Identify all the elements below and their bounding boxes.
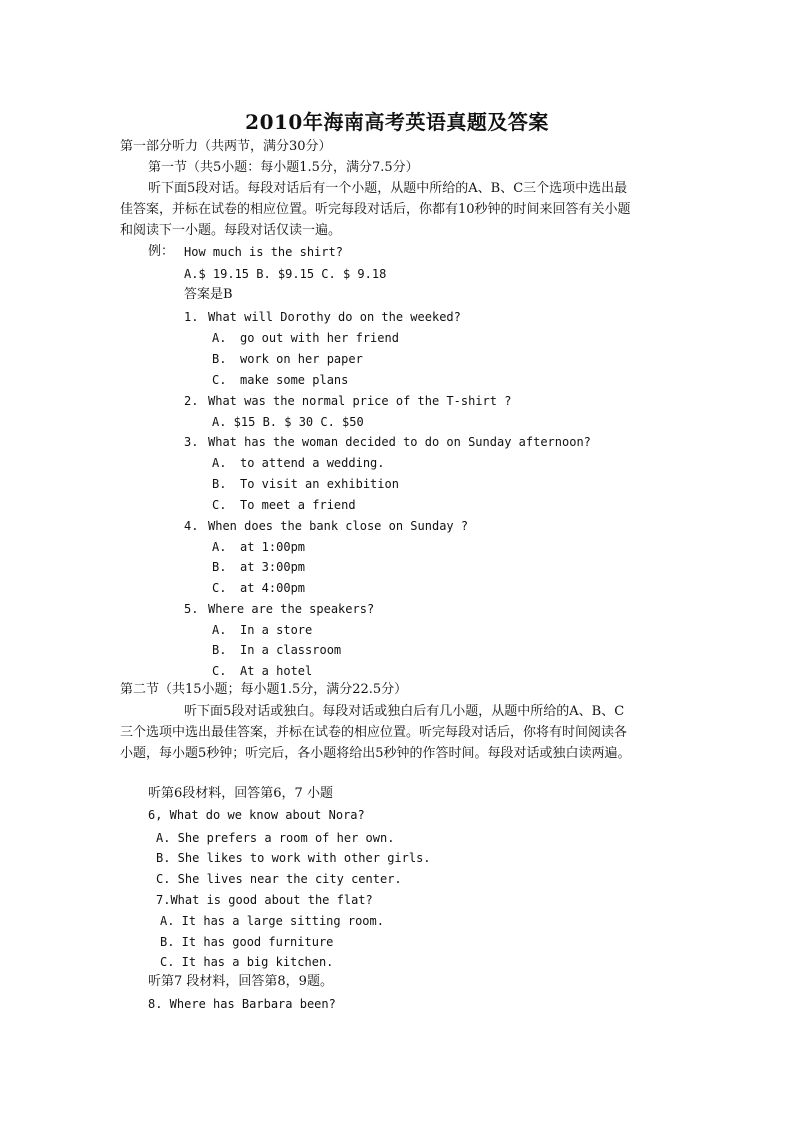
option-row [212, 350, 363, 368]
option-row [212, 496, 356, 514]
option-letter: C. [212, 581, 227, 595]
section2-heading: 第二节（共15小题；每小题1.5分，满分22.5分） [120, 682, 408, 697]
option-row [212, 662, 312, 680]
option-letter: C. [212, 373, 227, 387]
section1-instruction-line: 和阅读下一小题。每段对话仅读一遍。 [120, 223, 342, 238]
part1-heading: 第一部分听力（共两节，满分30分） [120, 139, 332, 154]
option-row [212, 371, 348, 389]
option-text: to attend a wedding. [240, 456, 385, 470]
option-row [212, 579, 305, 597]
question-5 [184, 600, 374, 618]
option-letter: B. [212, 477, 227, 491]
option-text: To meet a friend [240, 498, 356, 512]
section2-instruction-line: 听下面5段对话或独白。每段对话或独白后有几小题，从题中所给的A、B、C [184, 704, 625, 719]
question-number: 3. [184, 435, 199, 449]
option-row: A. She prefers a room of her own. [156, 831, 395, 845]
option-row: A. It has a large sitting room. [160, 914, 384, 928]
option-letter: A. [212, 331, 227, 345]
option-text: In a store [240, 623, 313, 637]
question-6: 6, What do we know about Nora? [148, 808, 365, 822]
section1-instruction-line: 佳答案，并标在试卷的相应位置。听完每段对话后，你都有10秒钟的时间来回答有关小题 [120, 202, 631, 217]
question-number: 2. [184, 394, 199, 408]
example-question: How much is the shirt? [184, 245, 343, 259]
option-text: go out with her friend [240, 331, 399, 345]
option-text: At a hotel [240, 664, 313, 678]
option-letter: C. [212, 498, 227, 512]
option-text: make some plans [240, 373, 349, 387]
section2-instruction-line: 三个选项中选出最佳答案，并标在试卷的相应位置。听完每段对话后，你将有时间阅读各 [120, 725, 628, 740]
option-text: at 1:00pm [240, 540, 306, 554]
option-row [212, 538, 305, 556]
option-letter: B. [212, 560, 227, 574]
option-text: at 3:00pm [240, 560, 306, 574]
question-text: What has the woman decided to do on Sunday afternoon? [208, 435, 591, 449]
option-letter: B. [212, 352, 227, 366]
question-text: What was the normal price of the T-shirt ? [208, 394, 512, 408]
question-2 [184, 392, 511, 410]
example-answer: 答案是B [184, 287, 233, 302]
option-letter: C. [212, 664, 227, 678]
option-text: at 4:00pm [240, 581, 306, 595]
material-6-heading: 听第6段材料，回答第6，7 小题 [148, 786, 333, 801]
question-text: When does the bank close on Sunday ? [208, 519, 469, 533]
option-row: B. It has good furniture [160, 935, 334, 949]
option-row [212, 454, 385, 472]
option-text: To visit an exhibition [240, 477, 399, 491]
question-number: 4. [184, 519, 199, 533]
inline-options: A. $15 B. $ 30 C. $50 [212, 415, 364, 429]
question-4 [184, 517, 468, 535]
option-row [212, 641, 341, 659]
question-3 [184, 433, 591, 451]
question-1 [184, 308, 461, 326]
option-row: B. She likes to work with other girls. [156, 851, 431, 865]
material-7-heading: 听第7 段材料，回答第8，9题。 [148, 974, 333, 989]
option-row [212, 558, 305, 576]
document-title: 2010年海南高考英语真题及答案 [245, 110, 549, 134]
option-letter: A. [212, 540, 227, 554]
question-number: 5. [184, 602, 199, 616]
option-row [212, 621, 312, 639]
question-text: Where are the speakers? [208, 602, 375, 616]
section1-heading: 第一节（共5小题：每小题1.5分，满分7.5分） [148, 160, 419, 175]
option-text: work on her paper [240, 352, 363, 366]
section1-instruction-line: 听下面5段对话。每段对话后有一个小题，从题中所给的A、B、C三个选项中选出最 [148, 181, 628, 196]
example-label: 例： [148, 244, 175, 259]
option-row: C. It has a big kitchen. [160, 955, 334, 969]
option-text: In a classroom [240, 643, 342, 657]
question-8: 8. Where has Barbara been? [148, 997, 336, 1011]
section2-instruction-line: 小题，每小题5秒钟；听完后，各小题将给出5秒钟的作答时间。每段对话或独白读两遍。 [120, 746, 631, 761]
option-letter: B. [212, 643, 227, 657]
option-row [212, 329, 399, 347]
question-text: What will Dorothy do on the weeked? [208, 310, 461, 324]
option-letter: A. [212, 623, 227, 637]
option-letter: A. [212, 456, 227, 470]
question-number: 1. [184, 310, 199, 324]
option-row: C. She lives near the city center. [156, 872, 402, 886]
option-row [212, 475, 399, 493]
example-options: A.$ 19.15 B. $9.15 C. $ 9.18 [184, 267, 387, 281]
question-7: 7.What is good about the flat? [156, 893, 373, 907]
